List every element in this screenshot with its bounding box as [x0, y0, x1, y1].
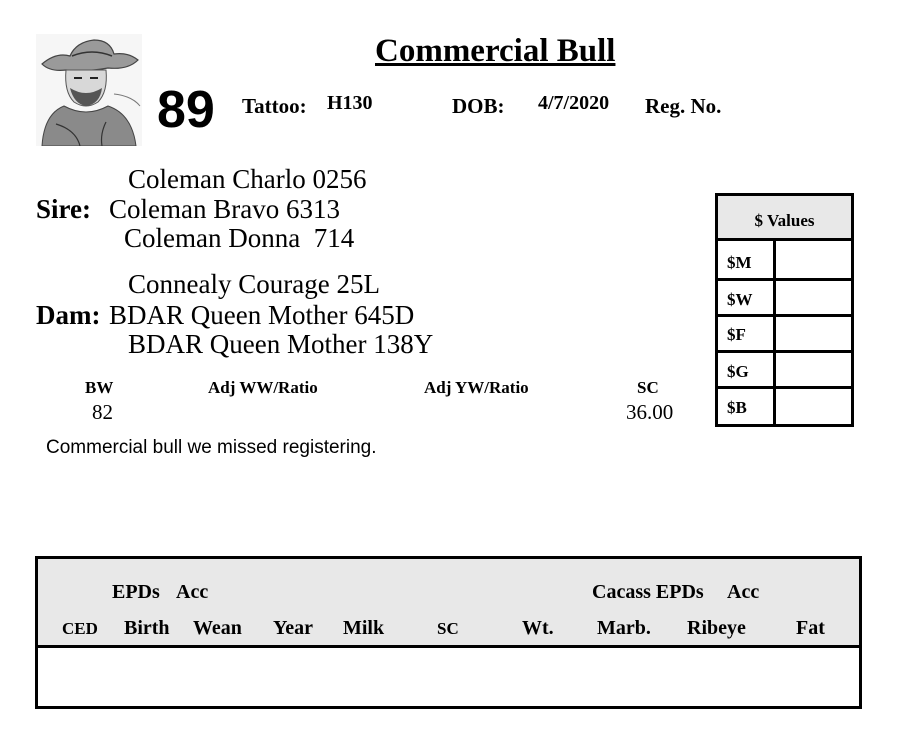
dob-value: 4/7/2020 [538, 92, 610, 114]
sire-sire: Coleman Charlo 0256 [128, 164, 367, 194]
dollar-value-label: $F [718, 317, 776, 350]
sire-name: Coleman Bravo 6313 [109, 194, 340, 224]
col-ribeye: Ribeye [687, 617, 746, 639]
sire-dam: Coleman Donna 714 [124, 223, 355, 253]
dollar-values-table [715, 193, 854, 427]
dollar-values-title: $ Values [718, 196, 851, 241]
col-fat: Fat [796, 617, 825, 639]
bw-label: BW [85, 378, 114, 397]
dollar-value-cell [776, 353, 851, 386]
epd-table [35, 556, 862, 709]
dam-sire: Connealy Courage 25L [128, 269, 380, 299]
col-wean: Wean [193, 617, 242, 639]
dollar-value-label: $B [718, 389, 776, 424]
dollar-value-row [718, 389, 851, 424]
dam-dam: BDAR Queen Mother 138Y [128, 329, 434, 359]
col-milk: Milk [343, 617, 385, 639]
sire-label: Sire: [36, 194, 91, 224]
dollar-value-label: $M [718, 241, 776, 278]
reg-no-label: Reg. No. [645, 94, 722, 118]
dollar-value-row [718, 241, 851, 281]
cowboy-portrait-icon [36, 34, 142, 146]
col-wt: Wt. [522, 617, 554, 639]
dollar-value-label: $W [718, 281, 776, 314]
dob-label: DOB: [452, 94, 505, 118]
col-marb: Marb. [597, 617, 651, 639]
tattoo-value: H130 [327, 92, 373, 114]
carcass-acc-label: Acc [727, 581, 760, 603]
sc-label: SC [637, 378, 659, 397]
dam-label: Dam: [36, 300, 101, 330]
epd-values-row [38, 648, 859, 706]
dollar-value-cell [776, 281, 851, 314]
sc-value: 36.00 [626, 400, 674, 424]
epds-group-label: EPDs [112, 581, 160, 603]
dollar-value-row [718, 353, 851, 389]
dollar-value-cell [776, 241, 851, 278]
bw-value: 82 [92, 400, 113, 424]
tattoo-label: Tattoo: [242, 94, 307, 118]
carcass-epds-label: Cacass EPDs [592, 581, 704, 603]
col-ced: CED [62, 619, 98, 638]
col-sc: SC [437, 619, 459, 638]
epd-header [38, 559, 859, 648]
lot-number: 89 [157, 81, 215, 139]
remarks: Commercial bull we missed registering. [46, 437, 377, 458]
dam-name: BDAR Queen Mother 645D [109, 300, 415, 330]
col-year: Year [273, 617, 313, 639]
adj-yw-label: Adj YW/Ratio [424, 378, 529, 397]
epds-acc-label: Acc [176, 581, 209, 603]
dollar-value-row [718, 281, 851, 317]
dollar-value-label: $G [718, 353, 776, 386]
dollar-value-cell [776, 389, 851, 424]
adj-ww-label: Adj WW/Ratio [208, 378, 318, 397]
page-title: Commercial Bull [375, 33, 616, 69]
col-birth: Birth [124, 617, 170, 639]
dollar-value-cell [776, 317, 851, 350]
dollar-value-row [718, 317, 851, 353]
